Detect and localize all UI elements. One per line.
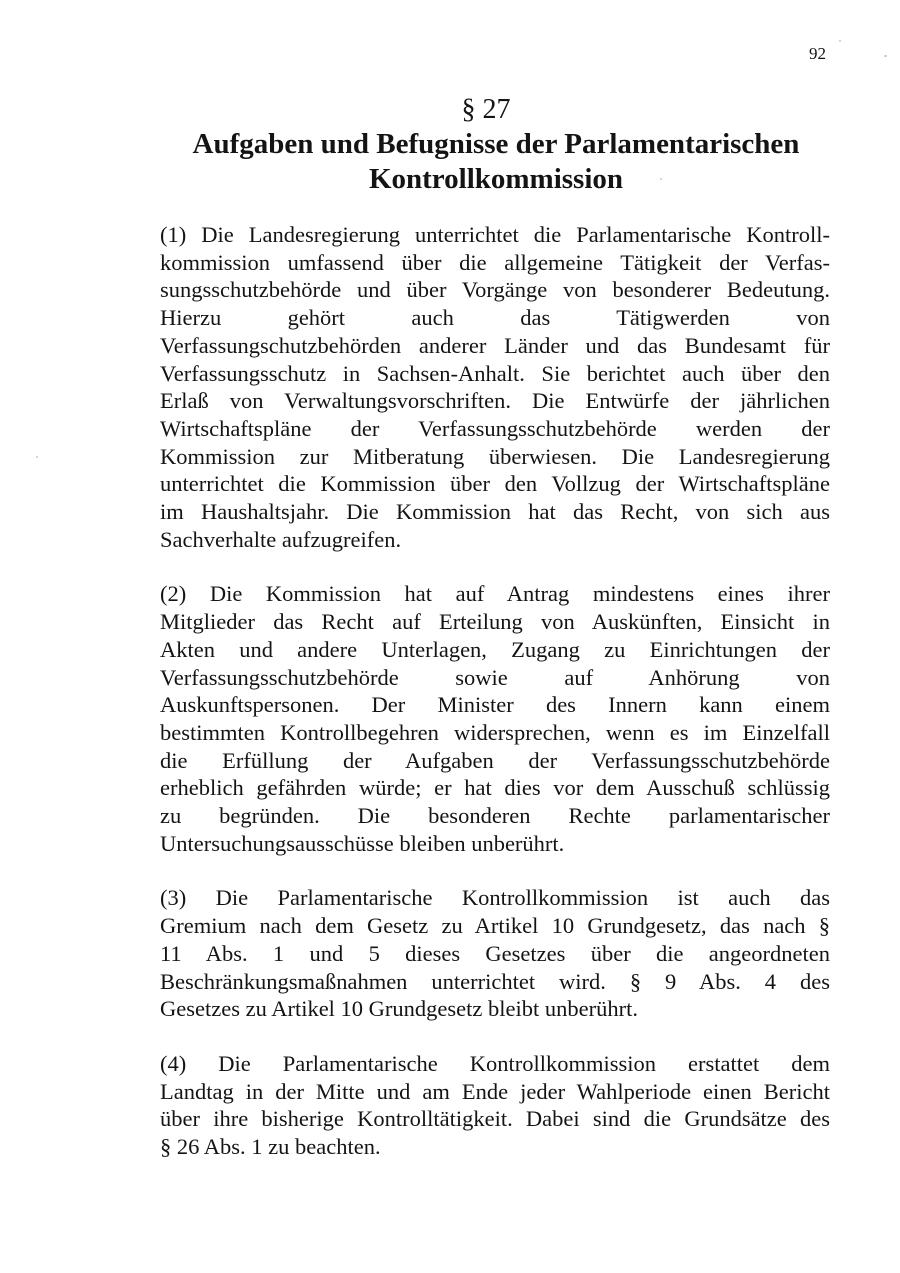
- paragraph-line: (4) Die Parlamentarische Kontrollkommission erstattet dem: [160, 1050, 830, 1076]
- paragraph-line: zu begründen. Die besonderen Rechte parlamentarischer: [160, 803, 830, 829]
- section-title-line: Kontrollkommission: [368, 163, 624, 195]
- paragraph-line: Landtag in der Mitte und am Ende jeder Wahlperiode einen Bericht: [160, 1078, 830, 1104]
- page-number: 92: [809, 44, 826, 63]
- paragraph-line: bestimmten Kontrollbegehren widersprechen, wenn es im Einzelfall: [160, 719, 830, 745]
- paragraph-line: (2) Die Kommission hat auf Antrag mindestens eines ihrer: [160, 581, 830, 607]
- paragraph-line: § 26 Abs. 1 zu beachten.: [160, 1134, 381, 1160]
- paragraph-line: (3) Die Parlamentarische Kontrollkommission ist auch das: [160, 885, 830, 911]
- paragraph-line: Mitglieder das Recht auf Erteilung von Auskünften, Einsicht in: [160, 609, 830, 635]
- section-body: [160, 221, 830, 1188]
- paragraph-line: unterrichtet die Kommission über den Vollzug der Wirtschaftspläne: [160, 471, 830, 497]
- paragraph-line: Untersuchungsausschüsse bleiben unberührt.: [160, 830, 565, 856]
- paragraph-line: (1) Die Landesregierung unterrichtet die Parlamentarische Kontroll-: [160, 222, 830, 247]
- paragraph-line: Gremium nach dem Gesetz zu Artikel 10 Grundgesetz, das nach §: [160, 913, 830, 939]
- paragraph-line: Gesetzes zu Artikel 10 Grundgesetz bleibt unberührt.: [160, 996, 638, 1022]
- paragraph-3: [160, 884, 830, 1023]
- paragraph-line: Akten und andere Unterlagen, Zugang zu Einrichtungen der: [160, 636, 830, 662]
- paragraph-line: Wirtschaftspläne der Verfassungsschutzbehörde werden der: [160, 415, 830, 441]
- paragraph-line: Auskunftspersonen. Der Minister des Innern kann einem: [160, 692, 830, 718]
- paragraph-2: [160, 580, 830, 857]
- paragraph-line: Hierzu gehört auch das Tätigwerden von: [160, 305, 830, 331]
- paragraph-line: über ihre bisherige Kontrolltätigkeit. Dabei sind die Grundsätze des: [160, 1106, 830, 1132]
- paragraph-line: Verfassungschutzbehörden anderer Länder und das Bundesamt für: [160, 332, 830, 358]
- paragraph-line: kommission umfassend über die allgemeine Tätigkeit der Verfas-: [160, 249, 830, 275]
- section-title: [140, 127, 852, 197]
- scan-speck: [839, 40, 841, 42]
- paragraph-line: im Haushaltsjahr. Die Kommission hat das Recht, von sich aus: [160, 499, 830, 525]
- scan-speck: [884, 55, 887, 57]
- paragraph-1: [160, 221, 830, 553]
- scan-speck: [660, 178, 662, 180]
- paragraph-line: Sachverhalte aufzugreifen.: [160, 526, 402, 552]
- scan-speck: [36, 456, 38, 458]
- section-title-line: Aufgaben und Befugnisse der Parlamentarischen: [192, 128, 800, 160]
- paragraph-line: die Erfüllung der Aufgaben der Verfassungsschutzbehörde: [160, 747, 830, 773]
- paragraph-4: [160, 1050, 830, 1161]
- paragraph-line: Verfassungsschutzbehörde sowie auf Anhörung von: [160, 664, 830, 690]
- paragraph-line: Verfassungsschutz in Sachsen-Anhalt. Sie berichtet auch über den: [160, 360, 830, 386]
- section-number: § 27: [461, 94, 511, 125]
- paragraph-line: Beschränkungsmaßnahmen unterrichtet wird. § 9 Abs. 4 des: [160, 968, 830, 994]
- paragraph-line: Kommission zur Mitberatung überwiesen. Die Landesregierung: [160, 443, 830, 469]
- paragraph-line: sungsschutzbehörde und über Vorgänge von besonderer Bedeutung.: [160, 277, 830, 303]
- paragraph-line: Erlaß von Verwaltungsvorschriften. Die Entwürfe der jährlichen: [160, 388, 830, 414]
- paragraph-line: erheblich gefährden würde; er hat dies vor dem Ausschuß schlüssig: [160, 775, 830, 801]
- paragraph-line: 11 Abs. 1 und 5 dieses Gesetzes über die angeordneten: [160, 940, 830, 966]
